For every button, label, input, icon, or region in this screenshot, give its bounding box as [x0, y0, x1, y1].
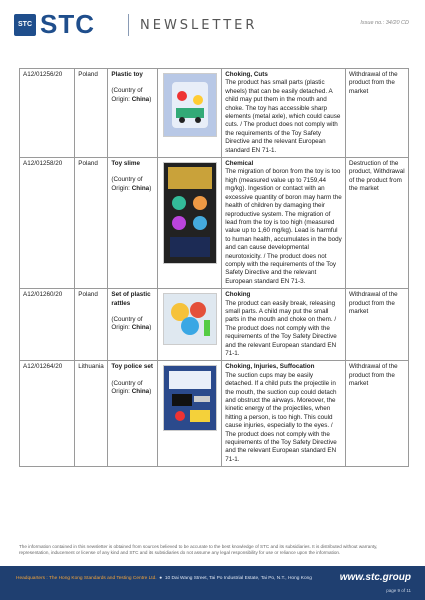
notification-ref: A12/01258/20	[20, 158, 75, 289]
risk-cell	[222, 158, 346, 289]
notifying-country: Lithuania	[75, 361, 108, 467]
origin-suffix: )	[149, 95, 152, 103]
stc-logo-text: STC	[40, 9, 95, 39]
product-image-cell	[158, 69, 222, 158]
notification-ref: A12/01256/20	[20, 69, 75, 158]
origin-suffix: )	[149, 388, 152, 396]
product-photo	[163, 73, 217, 137]
origin-suffix: )	[149, 184, 152, 192]
risk-type: Choking	[225, 291, 251, 299]
measures-taken: Withdrawal of the product from the market	[345, 361, 408, 467]
headquarters-info: Headquarters : The Hong Kong Standards and Testing Centre Ltd. ● 10 Dai Wang Street, Tai Po Industrial Estate, Tai Po, N.T., Hong Kong	[16, 576, 312, 581]
origin-suffix: )	[149, 324, 152, 332]
newsletter-header	[0, 0, 425, 46]
product-image-cell	[158, 289, 222, 361]
stc-logo-mark: STC	[14, 14, 36, 36]
origin-country: China	[131, 184, 150, 192]
notifying-country: Poland	[75, 69, 108, 158]
origin-prefix: (Country of Origin:	[111, 315, 143, 332]
origin-prefix: (Country of Origin:	[111, 176, 143, 192]
measures-taken: Withdrawal of the product from the market	[345, 289, 408, 361]
product-image-cell	[158, 158, 222, 289]
country-of-origin	[111, 380, 154, 397]
notifying-country: Poland	[75, 289, 108, 361]
risk-cell	[222, 289, 346, 361]
product-cell	[108, 289, 158, 361]
product-photo	[163, 293, 217, 345]
footer-bar	[0, 566, 425, 600]
product-image-cell	[158, 361, 222, 467]
country-of-origin	[111, 176, 154, 193]
origin-prefix: (Country of Origin:	[111, 87, 143, 103]
table-row	[20, 69, 409, 158]
risk-type: Choking, Cuts	[225, 71, 268, 78]
origin-prefix: (Country of Origin:	[111, 379, 143, 396]
risk-description: The migration of boron from the toy is too high (measured value up to 7159,44 mg/kg). Ingestion or contact with an excessive quantity of boron may harm the health of children by damaging their reproductive system. The migration of lead from the toy is too high (measured value up to 1,60 mg/kg). Lead is harmful to human health, accumulates in the body and can cause developmental neurotoxicity. / The product does not comply with the requirements of the Toy Safety Directive and the relevant European standard EN 71-3.	[225, 168, 342, 285]
table-row	[20, 289, 409, 361]
risk-type: Choking, Injuries, Suffocation	[225, 363, 315, 371]
notifying-country: Poland	[75, 158, 108, 289]
headquarters-address: 10 Dai Wang Street, Tai Po Industrial Estate, Tai Po, N.T., Hong Kong	[164, 576, 312, 581]
notification-ref: A12/01260/20	[20, 289, 75, 361]
newsletter-title: NEWSLETTER	[140, 18, 258, 33]
page-number: page 9 of 11	[386, 588, 411, 593]
headquarters-label: Headquarters : The Hong Kong Standards and Testing Centre Ltd.	[16, 576, 157, 581]
measures-taken: Destruction of the product, Withdrawal of the product from the market	[345, 158, 408, 289]
product-cell	[108, 69, 158, 158]
product-name: Toy police set	[111, 363, 153, 371]
risk-description: The product can easily break, releasing small parts. A child may put the small parts in the mouth and choke on them. / The product does not comply with the requirements of the Toy Safety Directive and the relevant European standard EN 71-1.	[225, 299, 337, 357]
origin-country: China	[131, 95, 150, 103]
header-divider	[128, 14, 129, 36]
measures-taken: Withdrawal of the product from the market	[345, 69, 408, 158]
table-row	[20, 158, 409, 289]
risk-description: The suction cups may be easily detached. If a child puts the projectile in the mouth, the suction cup could detach and obstruct the airways. Moreover, the kinetic energy of the projectiles, when hitting a person, is too high. This could cause injuries, especially to the eyes. / The product does not comply with the requirements of the Toy Safety Directive and the relevant European standard EN 71-1.	[225, 371, 337, 463]
website-link[interactable]: www.stc.group	[339, 572, 411, 583]
product-photo	[163, 162, 217, 264]
recall-table	[19, 68, 409, 467]
table-row	[20, 361, 409, 467]
product-photo	[163, 365, 217, 431]
product-cell	[108, 158, 158, 289]
notification-ref: A12/01264/20	[20, 361, 75, 467]
product-name: Plastic toy	[111, 71, 143, 78]
risk-cell	[222, 361, 346, 467]
origin-country: China	[131, 388, 150, 396]
country-of-origin	[111, 316, 154, 333]
origin-country: China	[131, 324, 150, 332]
issue-number: Issue no.: 34/20 CD	[360, 20, 409, 26]
disclaimer-text: The information contained in this newsletter is obtained from sources believed to be accurate to the best knowledge of STC and its subsidiaries. It is distributed without warranty, representation, inducement or license of any kind and STC and its subsidiaries do not assume any legal responsibility for use or reliance upon the information.	[19, 544, 378, 555]
product-cell	[108, 361, 158, 467]
product-name: Set of plastic rattles	[111, 291, 151, 307]
risk-description: The product has small parts (plastic wheels) that can be easily detached. A child may put them in the mouth and choke. The toy has accessible sharp elements (metal axle), which could cause cuts. / The product does not comply with the requirements of the Toy Safety Directive and the relevant European standard EN 71-1.	[225, 79, 341, 154]
risk-cell	[222, 69, 346, 158]
risk-type: Chemical	[225, 160, 254, 168]
country-of-origin	[111, 87, 154, 104]
product-name: Toy slime	[111, 160, 140, 168]
